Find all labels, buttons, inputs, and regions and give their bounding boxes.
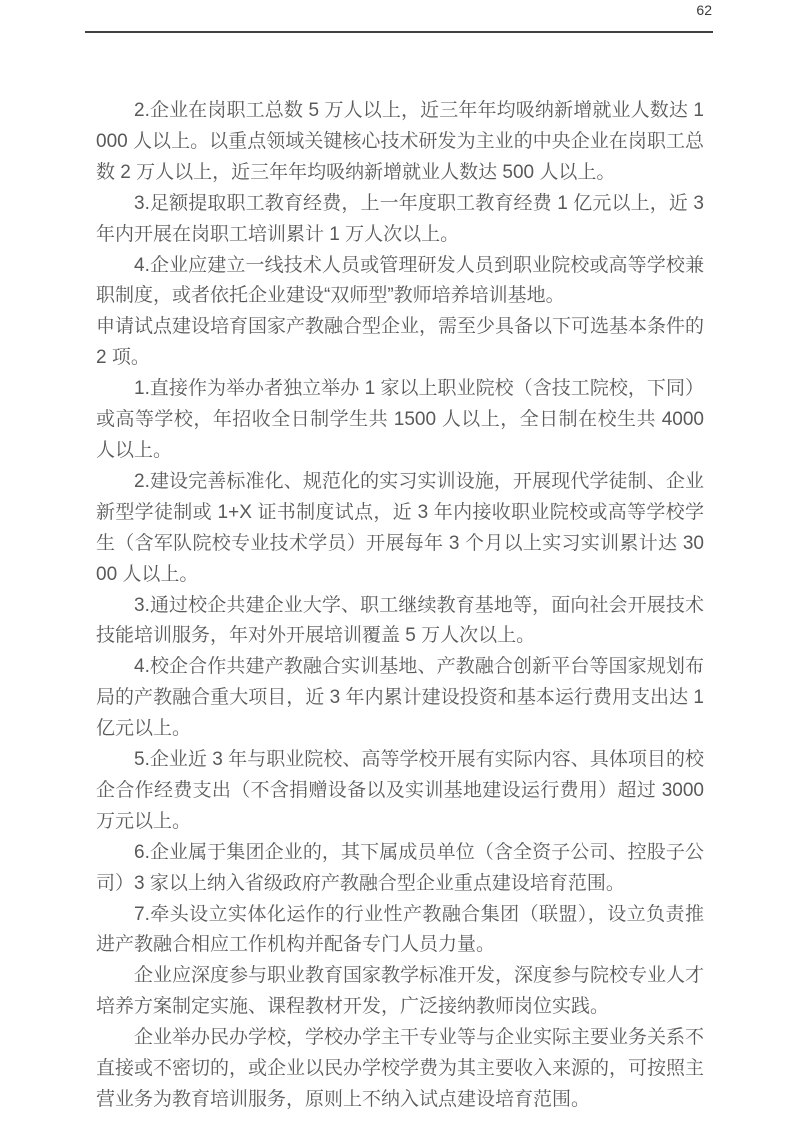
paragraph: 7.牵头设立实体化运作的行业性产教融合集团（联盟），设立负责推进产教融合相应工作机构并配备专门人员力量。	[96, 903, 704, 956]
paragraph: 3.足额提取职工教育经费，上一年度职工教育经费 1 亿元以上，近 3 年内开展在岗职工培训累计 1 万人次以上。	[96, 192, 704, 245]
document-body	[96, 96, 704, 1116]
paragraph: 1.直接作为举办者独立举办 1 家以上职业院校（含技工院校，下同）或高等学校，年招收全日制学生共 1500 人以上，全日制在校生共 4000 人以上。	[96, 378, 704, 461]
page-number: 62	[696, 2, 712, 18]
paragraph: 4.校企合作共建产教融合实训基地、产教融合创新平台等国家规划布局的产教融合重大项目，近 3 年内累计建设投资和基本运行费用支出达 1 亿元以上。	[96, 656, 704, 740]
paragraph: 3.通过校企共建企业大学、职工继续教育基地等，面向社会开展技术技能培训服务，年对外开展培训覆盖 5 万人次以上。	[96, 594, 704, 647]
paragraph: 企业举办民办学校，学校办学主干专业等与企业实际主要业务关系不直接或不密切的，或企业以民办学校学费为其主要收入来源的，可按照主营业务为教育培训服务，原则上不纳入试点建设培育范围。	[96, 1027, 705, 1110]
paragraph: 4.企业应建立一线技术人员或管理研发人员到职业院校或高等学校兼职制度，或者依托企业建设“双师型”教师培养培训基地。	[96, 254, 704, 307]
paragraph: 2.建设完善标准化、规范化的实习实训设施，开展现代学徒制、企业新型学徒制或 1+X 证书制度试点，近 3 年内接收职业院校或高等学校学生（含军队院校专业技术学员）开展每年 3 个月以上实习实训累计达 3000 人以上。	[96, 470, 704, 585]
paragraph: 2.企业在岗职工总数 5 万人以上，近三年年均吸纳新增就业人数达 1000 人以上。以重点领域关键核心技术研发为主业的中央企业在岗职工总数 2 万人以上，近三年年均吸纳新增就业人数达 500 人以上。	[96, 100, 704, 183]
paragraph: 6.企业属于集团企业的，其下属成员单位（含全资子公司、控股子公司）3 家以上纳入省级政府产教融合型企业重点建设培育范围。	[96, 841, 704, 894]
paragraph: 5.企业近 3 年与职业院校、高等学校开展有实际内容、具体项目的校企合作经费支出（不含捐赠设备以及实训基地建设运行费用）超过 3000 万元以上。	[96, 749, 704, 832]
header-rule	[85, 31, 713, 33]
paragraph: 申请试点建设培育国家产教融合型企业，需至少具备以下可选基本条件的 2 项。	[96, 316, 705, 369]
paragraph: 企业应深度参与职业教育国家教学标准开发，深度参与院校专业人才培养方案制定实施、课程教材开发，广泛接纳教师岗位实践。	[96, 965, 705, 1018]
